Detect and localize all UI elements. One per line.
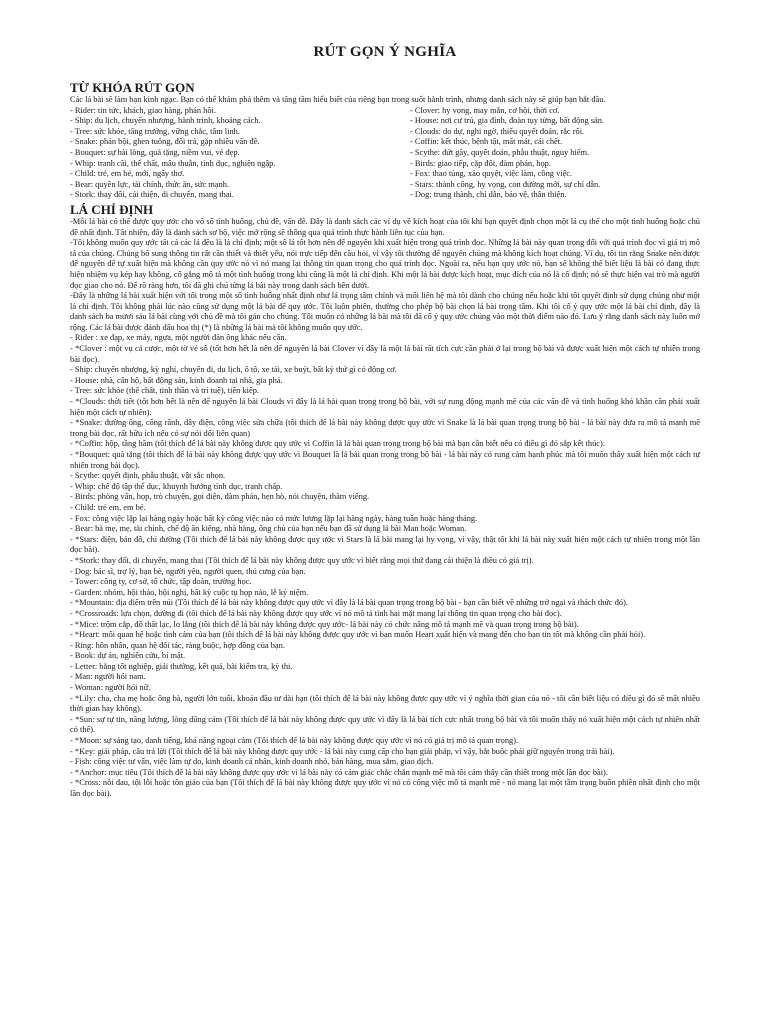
keyword-item: - Stork: thay đổi, cải thiện, di chuyển, mang thai. bbox=[70, 190, 234, 200]
keyword-item: - Clouds: do dự, nghi ngờ, thiếu quyết đoán, rắc rối. bbox=[410, 126, 585, 136]
page-title: RÚT GỌN Ý NGHĨA bbox=[313, 44, 457, 60]
significator-item: - *Crossroads: lựa chọn, đường đi (tôi thích để lá bài này không được quy ước vì nó mô tả tình hai mặt mang lại thông tin quan trọng cho bài đọc). bbox=[70, 608, 562, 618]
significator-item: - Woman: người hỏi nữ. bbox=[70, 683, 151, 693]
significator-item: - *Key: giải pháp, câu trả lời (Tôi thích để lá bài này không được quy ước - lá bài này cung cấp cho bạn giải pháp, vì vậy, bắt buộc phải giữ nguyên trong trải bài). bbox=[70, 746, 615, 756]
significator-item: - Ship: chuyển nhượng, kỳ nghỉ, chuyến đi, du lịch, ô tô, xe tải, xe buýt, bất kỳ thứ gì có động cơ. bbox=[70, 365, 397, 375]
significator-item: - House: nhà, căn hộ, bất động sản, kinh doanh tại nhà, gia phả. bbox=[70, 375, 283, 385]
significator-item: - Tree: sức khỏe (thể chất, tinh thần và trí tuệ), tiền kiếp. bbox=[70, 386, 259, 396]
significator-item: - *Mountain: địa điểm trên núi (Tôi thích để lá bài này không được quy ước vì đây là lá bài quan trọng trong bộ bài - bạn cần biết về những trở ngại và thách thức đó). bbox=[70, 598, 628, 608]
significator-item: - *Anchor: mục tiêu (Tôi thích để lá bài này không được quy ước vì lá bài này có cảm giác chắc chắn mạnh mẽ mà tôi cảm thấy cần thiết trong một lần đọc bài). bbox=[70, 767, 608, 777]
significator-item: - *Heart: mối quan hệ hoặc tình cảm của bạn (tôi thích để lá bài này không được quy ước vì bạn muốn Heart xuất hiện và mang đến cho bạn tin tốt mà không cần phải hỏi). bbox=[70, 630, 646, 640]
keyword-item: - Ship: du lịch, chuyển nhượng, hành trình, khoảng cách. bbox=[70, 116, 261, 126]
significator-item: - Book: dự án, nghiên cứu, bí mật. bbox=[70, 651, 186, 661]
keyword-item: - Child: trẻ, em bé, mới, ngây thơ. bbox=[70, 169, 185, 179]
document-page bbox=[70, 44, 700, 800]
significator-item: - Child: trẻ em, em bé. bbox=[70, 502, 146, 512]
significator-item: - *Mice: trộm cắp, đồ thất lạc, lo lắng (tôi thích để lá bài này không được quy ước- lá bài này có chức năng mô tả mạnh mẽ và quan trọng trong bộ bài). bbox=[70, 619, 579, 629]
significator-paragraph: -Đây là những lá bài xuất hiện với tôi trong một số tình huống nhất định như lá trọng tâm chính và mối liên hệ mà tôi dành cho chúng nếu hoặc khi tôi quyết định sử dụng chúng như một lá chỉ định. Tôi không phải lúc nào cũng sử dụng một lá bài để quy ước. Tôi luôn phiên, thường cho phép bộ bài chọn lá bài trọng tâm. Khi tôi cố ý quy ước một lá bài chỉ định, đây là danh sách ba mươi sáu lá bài cùng với chủ đề mà tôi gán cho chúng. Tôi muốn có những lá bài mà tôi đã cố ý quy ước chúng vào một thời điểm nào đó. Lưu ý rằng danh sách này luôn mở rộng. Các lá bài được đánh dấu hoa thị (*) là những lá bài mà tôi không muốn quy ước. bbox=[70, 291, 700, 332]
keyword-item: - Bouquet: sự hài lòng, quà tặng, niềm vui, vẻ đẹp. bbox=[70, 147, 240, 157]
significator-item: - *Coffin: hộp, tầng hầm (tôi thích để lá bài này không được quy ước vì Coffin là lá bài quan trọng trong bộ bài mà bạn cần biết nếu có điều gì đó sắp kết thúc). bbox=[70, 439, 605, 449]
significator-item: - *Cross: nỗi đau, tội lỗi hoặc tôn giáo của bạn (Tôi thích để lá bài này không được quy ước vì nó có công việc mô tả mạnh mẽ - nó mang lại một tầm trạng buồn phiền nhất định cho một lần đọc bài). bbox=[70, 778, 700, 798]
significator-item: - Ring: hôn nhân, quan hệ đối tác, ràng buộc, hợp đồng của bạn. bbox=[70, 640, 285, 650]
keywords-intro: Các lá bài sẽ làm bạn kinh ngạc. Bạn có thể khám phá thêm và tăng tầm hiểu biết của riêng bạn trong suốt hành trình, nhưng danh sách này sẽ giúp bạn bắt đầu. bbox=[70, 95, 606, 104]
keyword-item: - Tree: sức khỏe, tăng trưởng, vững chắc, tâm linh. bbox=[70, 126, 240, 136]
significator-item: - Tower: công ty, cơ sở, tổ chức, tập đoàn, trường học. bbox=[70, 577, 252, 587]
significator-item: - Birds: phòng vấn, họp, trò chuyện, gọi điện, đàm phán, hẹn hò, nói chuyện, thăm viếng. bbox=[70, 492, 370, 502]
significator-item: - *Stars: điện, bản đồ, chỉ đường (Tôi thích để lá bài này không được quy ước vì Stars là lá bài mang lại hy vọng, vì vậy, thật tốt khi lá bài này xuất hiện một cách tự nhiên trong một lần đọc bài). bbox=[70, 534, 700, 555]
significator-item: - Scythe: quyết định, phẫu thuật, vật sắc nhọn. bbox=[70, 471, 226, 481]
keyword-list bbox=[70, 106, 700, 201]
keyword-item: - Bear: quyền lực, tài chính, thức ăn, sức mạnh. bbox=[70, 179, 229, 189]
significator-item: - Man: người hỏi nam. bbox=[70, 672, 146, 682]
significator-paragraph: -Tôi không muốn quy ước tất cả các lá đều là lá chỉ định; một số lá tốt hơn nên để nguyên khi xuất hiện trong quá trình đọc. Những lá bài này quan trọng đối với quá trình đọc vì giá trị mô tả của chúng. Chúng bổ sung thông tin rất cần thiết và thiết yếu, nói trực tiếp đến câu hỏi, vì vậy tôi thường để nguyên chúng mà không kích hoạt chúng. Ví dụ, tôi tin rằng Snake nên được để nguyên để tự xuất hiện mà không cần quy ước nó vì nó mang lại thông tin quan trọng cho quá trình đọc. Ngoài ra, nếu bạn quy ước nó, bạn sẽ không thể biết liệu lá bài có đang thực hiện nhiệm vụ kép hay không, cố gắng mô tả một tình huống trong khi cũng là một lá chỉ định. Khi một lá bài được kích hoạt, mục đích của nó là cố định; nó sẽ thực hiện vai trò mà người đọc giao cho nó. Để rõ ràng hơn, tôi đã ghi chú từng lá bài này trong danh sách bên dưới. bbox=[70, 238, 700, 290]
significator-item: - *Clover : một vụ cá cược, một tờ vé số (tốt hơn hết là nên để nguyên lá bài Clover vì đây là một lá bài rất tích cực cần phải ở lại trong bộ bài và được xuất hiện một cách tự nhiên trong bài đọc). bbox=[70, 344, 700, 364]
keyword-item: - Whip: tranh cãi, thể chất, mâu thuẫn, tình dục, nghiện ngập. bbox=[70, 158, 276, 168]
keyword-item: - Scythe: đứt gãy, quyết đoán, phẫu thuật, nguy hiểm. bbox=[410, 147, 590, 157]
significator-item: - *Clouds: thời tiết (tốt hơn hết là nên để nguyên lá bài Clouds vì đây là lá bài quan trọng trong bộ bài, với sự rung động mạnh mẽ của các vấn đề và tình huống khó khăn cần phải xuất hiện một cách tự nhiên). bbox=[70, 397, 700, 417]
significator-item: - *Lily: cha, cha mẹ hoặc ông bà, người lớn tuổi, khoản đầu tư dài hạn (tôi thích để lá bài này không được quy ước vì ý nghĩa thời gian của nó - tôi cần biết liệu có điều gì đó sẽ mất nhiều thời gian hay không). bbox=[70, 693, 700, 714]
significator-item: - *Stork: thay đổi, di chuyển, mang thai (Tôi thích để lá bài này không được quy ước vì biết rằng mọi thứ đang cải thiện là điều có giá trị). bbox=[70, 555, 534, 565]
significator-item: - Fish: công việc tư vấn, việc làm tự do, kinh doanh cá nhân, kinh doanh nhỏ, bán hàng, mua sắm, giao dịch. bbox=[70, 757, 434, 767]
significator-paragraph: -Mỗi lá bài có thể được quy ước cho vô số tình huống, chủ đề, vấn đề. Đây là danh sách các ví dụ về kích hoạt của tôi khi bạn quyết định chọn một lá cụ thể cho một tình huống hoặc chủ đề nhất định. Tất nhiên, đây là danh sách sơ bộ, việc mở rộng sẽ thông qua quá trình thực hành liên tục của bạn. bbox=[70, 216, 700, 237]
significator-item: - Rider : xe đạp, xe máy, ngựa, một người đàn ông khác nếu cần. bbox=[70, 333, 287, 343]
significator-item: - Fox: công việc lặp lại hàng ngày hoặc bất kỳ công việc nào có mức lương lặp lại hàng ngày, hàng tuần hoặc hàng tháng. bbox=[70, 513, 478, 523]
significator-item: - Letter: bằng tốt nghiệp, giải thưởng, kết quả, bài kiểm tra, kỳ thi. bbox=[70, 661, 293, 671]
significator-item: - Garden: nhóm, hội thảo, hội nghị, bất kỳ cuộc tụ họp nào, lễ kỷ niệm. bbox=[70, 587, 309, 597]
keyword-item: - Clover: hy vọng, may mắn, cơ hội, thời cơ. bbox=[410, 105, 560, 115]
significator-item: - Bear: bà mẹ, mẹ, tài chính, chế độ ăn kiêng, nhà hàng, ông chủ của bạn nếu bạn đã sử dụng lá bài Man hoặc Woman. bbox=[70, 524, 467, 534]
keyword-item: - Stars: thành công, hy vọng, con đường mới, sự chỉ dẫn. bbox=[410, 179, 601, 189]
keywords-heading: TỪ KHÓA RÚT GỌN bbox=[70, 80, 195, 95]
keyword-item: - Fox: thao túng, xảo quyệt, việc làm, công việc. bbox=[410, 169, 573, 179]
significators-heading: LÁ CHỈ ĐỊNH bbox=[70, 201, 154, 217]
significator-item: - Dog: bác sĩ, trợ lý, bạn bè, người yêu, người quen, thú cưng của bạn. bbox=[70, 566, 306, 576]
keyword-item: - Snake: phản bội, ghen tuông, đối trá, gặp nhiều vấn đề. bbox=[70, 137, 260, 147]
keyword-item: - Coffin: kết thúc, bệnh tật, mất mát, cái chết. bbox=[410, 137, 563, 147]
keyword-item: - Birds: giao tiếp, cặp đôi, đàm phán, họp. bbox=[410, 158, 551, 168]
keyword-item: - Rider: tin tức, khách, giao hàng, phản hồi. bbox=[70, 105, 216, 115]
significator-item: - *Snake: đường ống, cống rãnh, dây điện, công việc sửa chữa (tôi thích để lá bài này không được quy ước vì Snake là lá bài quan trọng trong bộ bài - lá bài này đưa ra mô tả mạnh mẽ trong bài đọc, rất hữu ích nếu có sự nói dối liên quan) bbox=[70, 418, 700, 438]
keyword-item: - Dog: trung thành, chỉ dẫn, bảo vệ, thân thiện. bbox=[410, 190, 567, 200]
keyword-item: - House: nơi cư trú, gia đình, đoàn tụy từng, bất động sản. bbox=[410, 116, 605, 126]
significators-body bbox=[70, 217, 700, 800]
significator-item: - Whip: chế độ tập thể dục, khuynh hướng tình dục, tranh chấp. bbox=[70, 481, 283, 491]
significator-item: - *Sun: sự tự tin, năng lượng, lòng dũng cảm (Tôi thích để lá bài này không được quy ước vì đây là lá bài tích cực nhất trong bộ bài và tôi muốn thấy nó xuất hiện một cách tự nhiên nhất có thể). bbox=[70, 714, 700, 735]
significator-item: - *Bouquet: quà tặng (tôi thích để lá bài này không được quy ước vì Bouquet là lá bài quan trọng trong bộ bài - lá bài này có rung cảm hạnh phúc mà tôi muốn thấy xuất hiện một cách tự nhiên trong bài đọc). bbox=[70, 450, 700, 470]
significator-item: - *Moon: sự sáng tạo, danh tiếng, khả năng ngoại cảm (Tôi thích để lá bài này không được quy ước vì nó có giá trị mô tả quan trọng). bbox=[70, 736, 519, 746]
